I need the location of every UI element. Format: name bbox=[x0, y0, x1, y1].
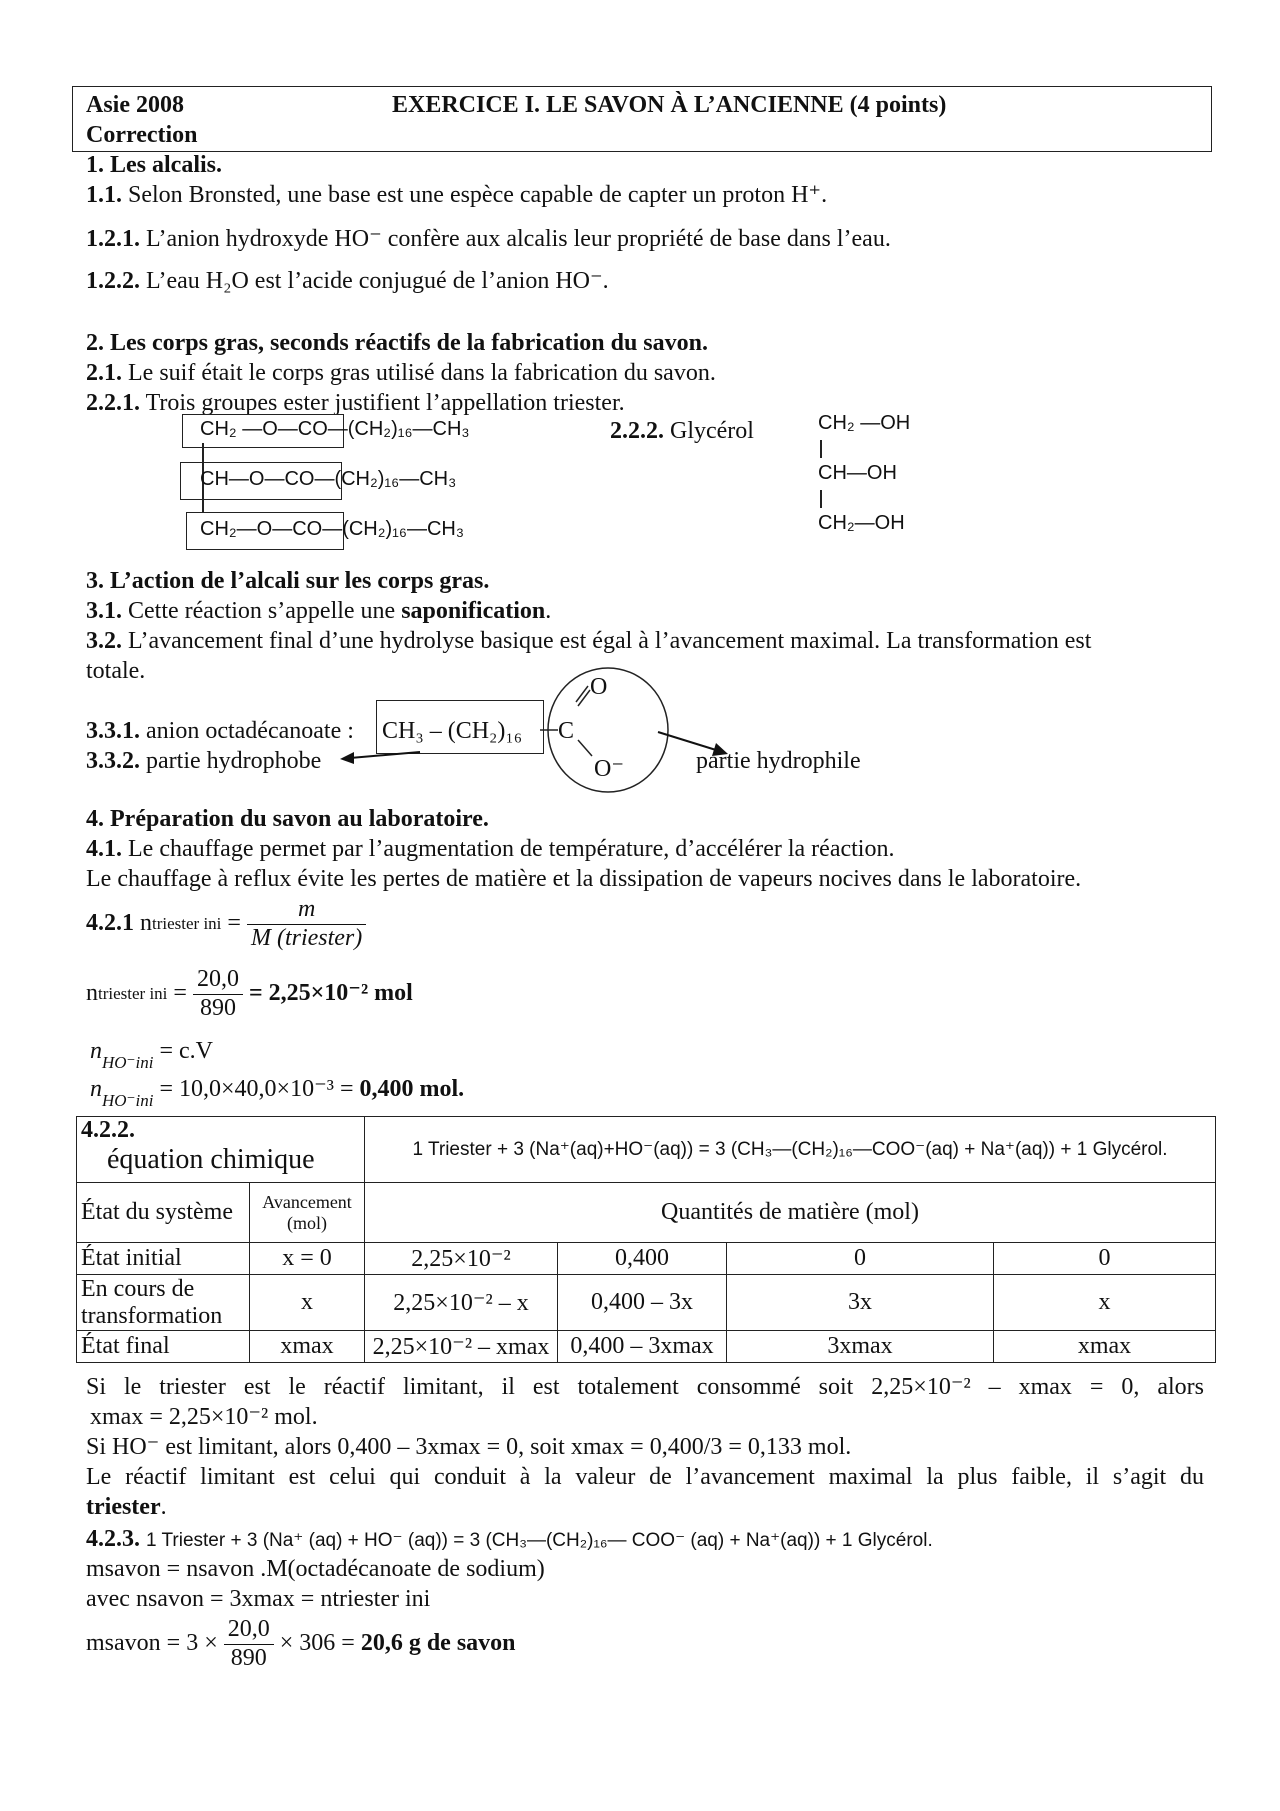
q4-1-text: Le chauffage permet par l’augmentation de température, d’accélérer la réaction. bbox=[128, 836, 895, 862]
n-triester-sub: triester ini bbox=[152, 914, 222, 934]
fraction-numerator-2: 20,0 bbox=[193, 966, 243, 995]
q3-1: 3.1. Cette réaction s’appelle une saponification. bbox=[86, 598, 552, 624]
n-ho-symbol-2: n bbox=[90, 1076, 102, 1102]
n-ho-sub: HO⁻ini bbox=[102, 1053, 154, 1072]
q3-3-2-num: 3.3.2. bbox=[86, 748, 140, 774]
triester-line-2: CH—O—CO—(CH₂)₁₆—CH₃ bbox=[200, 468, 457, 490]
n-triester-formula: 4.2.1 n triester ini = $\frac{m}{\text{M (triester)}}$ bbox=[86, 896, 372, 952]
q3-3-2 bbox=[86, 748, 321, 776]
n-triester-result: = 2,25×10⁻² mol bbox=[248, 980, 413, 1007]
row-state: État initial bbox=[77, 1243, 250, 1275]
q3-2-num: 3.2. bbox=[86, 628, 122, 654]
limiting-line-5 bbox=[86, 1494, 167, 1522]
fraction-denominator: M (triester) bbox=[250, 924, 363, 951]
state-header: État du système bbox=[77, 1183, 250, 1243]
row-ho: 0,400 – 3xmax bbox=[558, 1331, 727, 1363]
row-ho: 0,400 bbox=[558, 1243, 727, 1275]
n-ho-eq1: = c.V bbox=[159, 1038, 214, 1064]
q1-2-1 bbox=[86, 226, 891, 254]
header-year: Asie 2008 bbox=[86, 92, 184, 118]
anion-chain: CH₃ – (CH₂)₁₆ bbox=[382, 718, 523, 744]
limiting-line-1: Si le triester est le réactif limitant, il est totalement consommé soit 2,25×10⁻² – xmax = 0, alors bbox=[86, 1374, 1204, 1400]
n-triester-symbol-2: n bbox=[86, 980, 98, 1007]
fraction-m-over-M bbox=[247, 896, 366, 952]
row-glycerol: x bbox=[994, 1275, 1216, 1331]
q4-2-3 bbox=[86, 1526, 933, 1554]
q4-1-num: 4.1. bbox=[86, 836, 122, 862]
fraction-denominator-3: 890 bbox=[230, 1644, 267, 1671]
q3-2 bbox=[86, 628, 1091, 656]
hydrophile-label: partie hydrophile bbox=[696, 748, 861, 774]
fraction-20-over-890-b bbox=[224, 1616, 274, 1672]
q3-2-text2: totale. bbox=[86, 658, 146, 684]
m-savon-result: 20,6 g de savon bbox=[360, 1630, 516, 1657]
q2-2-2 bbox=[610, 418, 754, 446]
triester-line-3: CH₂—O—CO—(CH₂)₁₆—CH₃ bbox=[200, 518, 465, 540]
q1-2-2 bbox=[86, 268, 609, 296]
limiting-line-3: Si HO⁻ est limitant, alors 0,400 – 3xmax = 0, soit xmax = 0,400/3 = 0,133 mol. bbox=[86, 1434, 852, 1460]
n-ho-sub-2: HO⁻ini bbox=[102, 1091, 154, 1110]
q2-2-2-num: 2.2.2. bbox=[610, 418, 664, 444]
q1-1-num: 1.1. bbox=[86, 182, 122, 208]
table-row bbox=[77, 1243, 1216, 1275]
m-savon-line-1: msavon = nsavon .M(octadécanoate de sodium) bbox=[86, 1556, 545, 1582]
glycerol-line-3: CH₂—OH bbox=[818, 512, 905, 534]
qty-header: Quantités de matière (mol) bbox=[365, 1183, 1216, 1243]
adv-header: Avancement (mol) bbox=[250, 1183, 365, 1243]
n-ho-result: 0,400 mol. bbox=[359, 1076, 465, 1102]
n-ho-line-2 bbox=[90, 1076, 465, 1110]
section-4-title: 4. Préparation du savon au laboratoire. bbox=[86, 806, 489, 832]
q1-1 bbox=[86, 182, 827, 210]
row-soap: 3xmax bbox=[727, 1331, 994, 1363]
n-ho-symbol: n bbox=[90, 1038, 102, 1064]
m-savon-calc bbox=[86, 1616, 516, 1672]
q2-1-num: 2.1. bbox=[86, 360, 122, 386]
page-title: EXERCICE I. LE SAVON À L’ANCIENNE (4 points) bbox=[392, 92, 947, 118]
fraction-numerator: m bbox=[247, 896, 366, 925]
table-row bbox=[77, 1331, 1216, 1363]
limiting-line-2: xmax = 2,25×10⁻² mol. bbox=[90, 1404, 318, 1430]
n-triester-numeric: n triester ini = $\frac{20,0}{890}$ = 2,25×10⁻² mol bbox=[86, 966, 413, 1021]
arrows bbox=[340, 730, 730, 780]
fraction-denominator-2: 890 bbox=[199, 994, 236, 1021]
anion-oxygen: O bbox=[590, 674, 608, 700]
limiting-reagent: triester bbox=[86, 1494, 161, 1520]
q3-1-num: 3.1. bbox=[86, 598, 122, 624]
q2-2-1-num: 2.2.1. bbox=[86, 390, 140, 416]
q3-1-text: Cette réaction s’appelle une bbox=[128, 598, 396, 624]
header-correction: Correction bbox=[86, 122, 198, 148]
row-glycerol: 0 bbox=[994, 1243, 1216, 1275]
glycerol-line-2: CH—OH bbox=[818, 462, 897, 484]
n-triester-sub-2: triester ini bbox=[98, 984, 168, 1004]
row-adv: x bbox=[250, 1275, 365, 1331]
row-triester: 2,25×10⁻² – x bbox=[365, 1275, 558, 1331]
q1-2-2-num: 1.2.2. bbox=[86, 268, 140, 294]
triester-line-1: CH₂ —O—CO—(CH₂)₁₆—CH₃ bbox=[200, 418, 470, 440]
q1-2-1-text: L’anion hydroxyde HO⁻ confère aux alcalis leur propriété de base dans l’eau. bbox=[146, 226, 891, 252]
row-triester: 2,25×10⁻² – xmax bbox=[365, 1331, 558, 1363]
q4-2-1-num: 4.2.1 bbox=[86, 910, 134, 937]
q2-2-2-text: Glycérol bbox=[670, 418, 754, 444]
row-adv: x = 0 bbox=[250, 1243, 365, 1275]
equation-label: équation chimique bbox=[107, 1144, 315, 1175]
q1-1-text: Selon Bronsted, une base est une espèce capable de capter un proton H⁺. bbox=[128, 182, 828, 208]
row-soap: 3x bbox=[727, 1275, 994, 1331]
q3-3-1 bbox=[86, 718, 354, 746]
row-ho: 0,400 – 3x bbox=[558, 1275, 727, 1331]
q3-2-text: L’avancement final d’une hydrolyse basique est égal à l’avancement maximal. La transformation est bbox=[128, 628, 1092, 654]
q3-3-1-num: 3.3.1. bbox=[86, 718, 140, 744]
q3-3-1-text: anion octadécanoate : bbox=[146, 718, 354, 744]
table-row bbox=[77, 1117, 1216, 1183]
row-state: En cours de transformation bbox=[77, 1275, 250, 1331]
section-3-title: 3. L’action de l’alcali sur les corps gras. bbox=[86, 568, 490, 594]
row-adv: xmax bbox=[250, 1331, 365, 1363]
q4-1 bbox=[86, 836, 894, 864]
n-triester-symbol: n bbox=[140, 910, 152, 937]
q2-2-1 bbox=[86, 390, 625, 418]
progress-table bbox=[76, 1116, 1216, 1363]
section-1-title: 1. Les alcalis. bbox=[86, 152, 222, 178]
fraction-numerator-3: 20,0 bbox=[224, 1616, 274, 1645]
anion-oxygen-minus: O⁻ bbox=[594, 756, 624, 782]
q2-1 bbox=[86, 360, 716, 388]
fraction-20-over-890 bbox=[193, 966, 243, 1022]
table-row bbox=[77, 1183, 1216, 1243]
q3-3-2-text: partie hydrophobe bbox=[146, 748, 322, 774]
glycerol-bond-2 bbox=[820, 490, 822, 508]
anion-carbon: C bbox=[558, 718, 575, 744]
q4-1-text2: Le chauffage à reflux évite les pertes de matière et la dissipation de vapeurs nocives dans le laboratoire. bbox=[86, 866, 1082, 892]
q3-1-bold: saponification bbox=[401, 598, 546, 624]
row-glycerol: xmax bbox=[994, 1331, 1216, 1363]
q4-2-3-equation: 1 Triester + 3 (Na⁺ (aq) + HO⁻ (aq)) = 3 (CH₃—(CH₂)₁₆— COO⁻ (aq) + Na⁺(aq)) + 1 Glycérol. bbox=[146, 1530, 933, 1551]
q1-2-1-num: 1.2.1. bbox=[86, 226, 140, 252]
row-soap: 0 bbox=[727, 1243, 994, 1275]
q4-2-2-num: 4.2.2. bbox=[81, 1117, 135, 1143]
m-savon-mult: × 306 = bbox=[279, 1630, 355, 1657]
equation-cell: 1 Triester + 3 (Na⁺(aq)+HO⁻(aq)) = 3 (CH₃—(CH₂)₁₆—COO⁻(aq) + Na⁺(aq)) + 1 Glycérol. bbox=[365, 1117, 1216, 1183]
section-2-title: 2. Les corps gras, seconds réactifs de la fabrication du savon. bbox=[86, 330, 708, 356]
row-triester: 2,25×10⁻² bbox=[365, 1243, 558, 1275]
limiting-line-5-end: . bbox=[160, 1494, 167, 1520]
limiting-line-4: Le réactif limitant est celui qui conduit à la valeur de l’avancement maximal la plus faible, il s’agit du bbox=[86, 1464, 1204, 1490]
glycerol-bond-1 bbox=[820, 440, 822, 458]
q1-2-2-text: L’eau H₂O est l’acide conjugué de l’anion HO⁻. bbox=[146, 268, 609, 294]
m-savon-label: msavon = 3 × bbox=[86, 1630, 218, 1657]
q2-1-text: Le suif était le corps gras utilisé dans la fabrication du savon. bbox=[128, 360, 716, 386]
equation-label-cell bbox=[77, 1117, 365, 1183]
table-row bbox=[77, 1275, 1216, 1331]
q2-2-1-text: Trois groupes ester justifient l’appellation triester. bbox=[145, 390, 625, 416]
m-savon-line-2: avec nsavon = 3xmax = ntriester ini bbox=[86, 1586, 431, 1612]
n-ho-eq2: = 10,0×40,0×10⁻³ = bbox=[159, 1076, 354, 1102]
glycerol-line-1: CH₂ —OH bbox=[818, 412, 911, 434]
q4-2-3-num: 4.2.3. bbox=[86, 1526, 140, 1552]
row-state: État final bbox=[77, 1331, 250, 1363]
n-ho-line-1 bbox=[90, 1038, 214, 1072]
